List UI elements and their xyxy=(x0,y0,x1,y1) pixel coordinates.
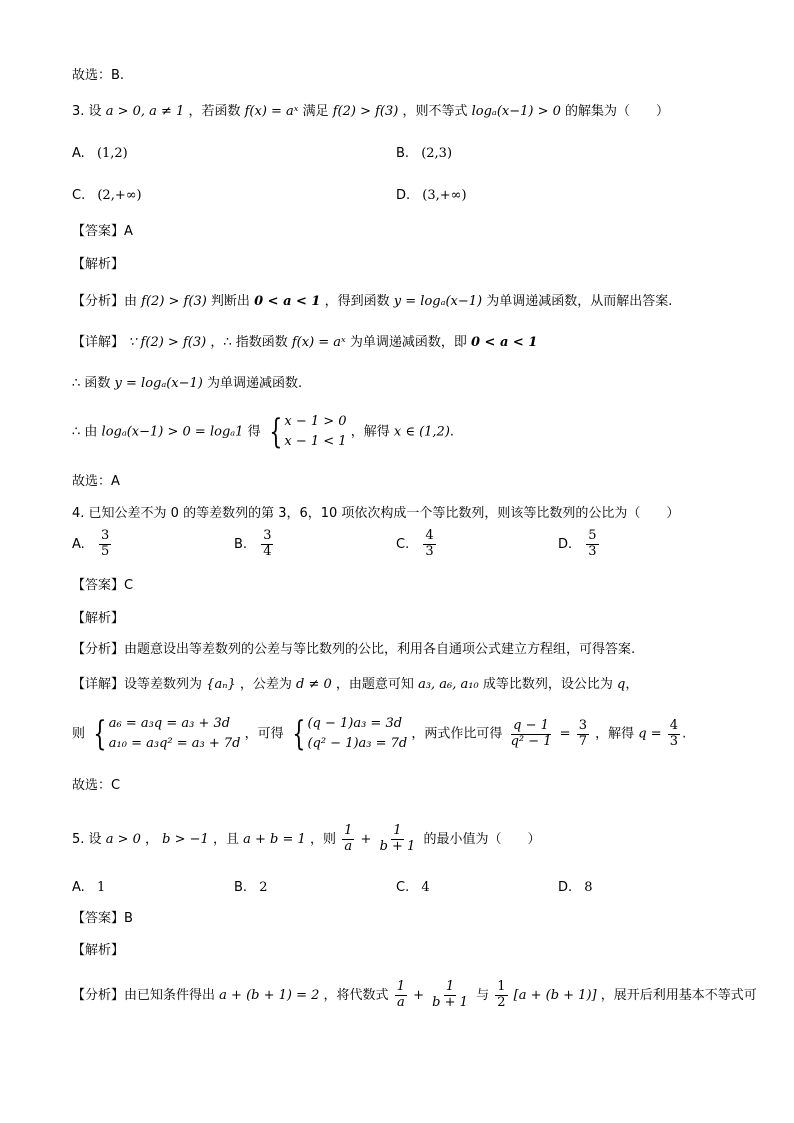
q3-answer: 【答案】A xyxy=(72,224,133,239)
q3-option-c[interactable]: C. (2,+∞) xyxy=(72,188,142,203)
q3-xiangjie-1: 【详解】 ∵ f(2) > f(3) ，∴ 指数函数 f(x) = aˣ 为单调递减函数，即 0 < a < 1 xyxy=(72,335,538,350)
q3-fenxi: 【分析】由 f(2) > f(3) 判断出 0 < a < 1 ，得到函数 y = logₐ(x−1) 为单调递减函数，从而解出答案. xyxy=(72,294,673,309)
q3-xiangjie-3: ∴ 由 logₐ(x−1) > 0 = logₐ1 得 { x − 1 > 0 x − 1 < 1 ，解得 x ∈ (1,2). xyxy=(72,412,455,453)
q4-analysis-tag: 【解析】 xyxy=(72,611,125,626)
q3-option-a[interactable]: A. (1,2) xyxy=(72,146,128,161)
q5-answer: 【答案】B xyxy=(72,911,133,926)
q5-option-a[interactable]: A. 1 xyxy=(72,880,106,895)
q3-stem: 3. 设 a > 0, a ≠ 1 ，若函数 f(x) = aˣ 满足 f(2) > f(3) ，则不等式 logₐ(x−1) > 0 的解集为（ ） xyxy=(72,104,670,119)
q4-fenxi: 【分析】由题意设出等差数列的公差与等比数列的公比，利用各自通项公式建立方程组，可得答案. xyxy=(72,642,636,657)
prev-conclusion: 故选：B. xyxy=(72,68,125,83)
q5-fenxi: 【分析】由已知条件得出 a + (b + 1) = 2 ，将代数式 $\frac{1}{a}$ + $\frac{1}{b + 1}$ 与 $\frac{1}{2}$ [a + (b + 1)] ，展开后利用基本不等式可 xyxy=(72,979,757,1010)
q4-xiangjie-1: 【详解】设等差数列为 {aₙ} ，公差为 d ≠ 0 ，由题意可知 a₃, a₆, a₁₀ 成等比数列，设公比为 q， xyxy=(72,677,639,692)
q4-system-b: (q − 1)a₃ = 3d (q² − 1)a₃ = 7d xyxy=(307,716,408,752)
q4-stem: 4. 已知公差不为 0 的等差数列的第 3，6，10 项依次构成一个等比数列，则该等比数列的公比为（ ） xyxy=(72,506,680,521)
q5-option-b[interactable]: B. 2 xyxy=(234,880,268,895)
q5-option-c[interactable]: C. 4 xyxy=(396,880,430,895)
q3-analysis-tag: 【解析】 xyxy=(72,257,125,272)
q4-option-c[interactable]: C. $\frac{4}{3}$ xyxy=(396,528,434,559)
q5-analysis-tag: 【解析】 xyxy=(72,943,125,958)
q3-conclusion: 故选：A xyxy=(72,474,120,489)
q4-xiangjie-2: 则 { a₆ = a₃q = a₃ + 3d a₁₀ = a₃q² = a₃ + 7d ，可得 { (q − 1)a₃ = 3d (q² − 1)a₃ = 7d ，两式作比可得 $\frac{q - 1}{\text{q² − 1}}$ = $\frac{3}{7}$ ，解得 q = $\frac{4}{3}$ . xyxy=(72,714,687,755)
q5-stem: 5. 设 a > 0 ， b > −1 ，且 a + b = 1 ，则 $\frac{1}{a}$ + $\frac{1}{b + 1}$ 的最小值为（ ） xyxy=(72,823,541,854)
q5-option-d[interactable]: D. 8 xyxy=(558,880,593,895)
q3-option-b[interactable]: B. (2,3) xyxy=(396,146,453,161)
q3-xiangjie-2: ∴ 函数 y = logₐ(x−1) 为单调递减函数. xyxy=(72,376,303,391)
q4-ratio-fraction: $\frac{q - 1}{\text{q² − 1}}$ xyxy=(510,717,552,749)
q4-option-d[interactable]: D. $\frac{5}{3}$ xyxy=(558,528,597,559)
q4-option-a[interactable]: A. $\frac{3}{5}$ xyxy=(72,528,110,559)
q4-option-b[interactable]: B. $\frac{3}{4}$ xyxy=(234,528,272,559)
q3-inequality-system: x − 1 > 0 x − 1 < 1 xyxy=(284,414,347,450)
q3-option-d[interactable]: D. (3,+∞) xyxy=(396,188,467,203)
q4-system-a: a₆ = a₃q = a₃ + 3d a₁₀ = a₃q² = a₃ + 7d xyxy=(108,716,241,752)
q4-answer: 【答案】C xyxy=(72,578,134,593)
q4-conclusion: 故选：C xyxy=(72,778,121,793)
